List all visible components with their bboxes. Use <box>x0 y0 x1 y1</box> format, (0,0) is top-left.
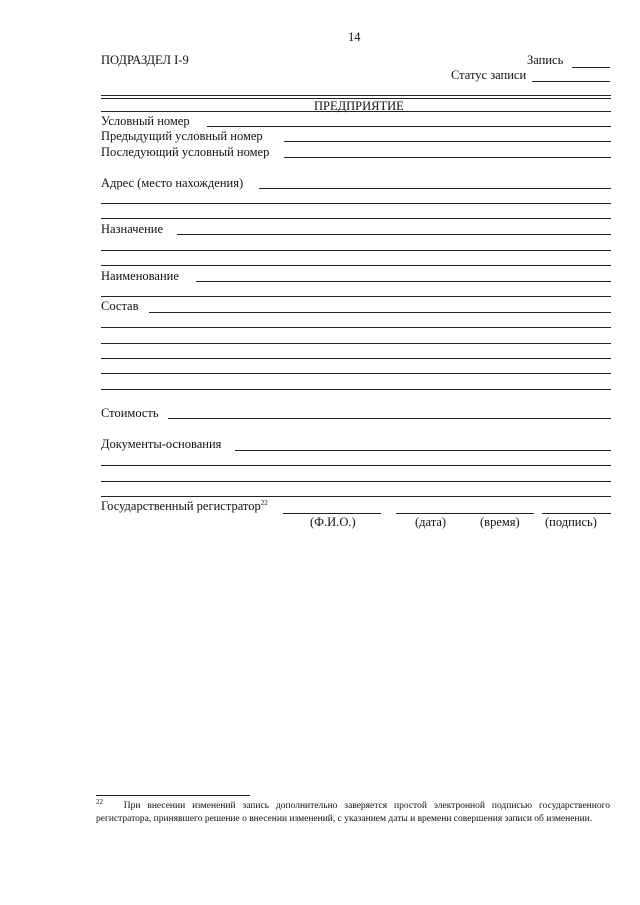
previous-number-line[interactable] <box>284 141 611 142</box>
subsection-title: ПОДРАЗДЕЛ I-9 <box>101 53 189 67</box>
registrar-signature-line[interactable] <box>542 513 611 514</box>
conditional-number-label: Условный номер <box>101 114 190 128</box>
section-title: ПРЕДПРИЯТИЕ <box>314 99 404 113</box>
registrar-footnote-ref: 22 <box>260 498 268 507</box>
previous-number-label: Предыдущий условный номер <box>101 129 263 143</box>
conditional-number-line[interactable] <box>207 126 611 127</box>
composition-line-5[interactable] <box>101 373 611 374</box>
documents-line-1[interactable] <box>235 450 611 451</box>
registrar-fio-line[interactable] <box>283 513 381 514</box>
section-title-rule <box>101 111 611 112</box>
header-rule-top <box>101 95 611 96</box>
footnote-separator <box>96 795 250 796</box>
registrar-datetime-line[interactable] <box>396 513 534 514</box>
cost-label: Стоимость <box>101 406 159 420</box>
cost-line-1[interactable] <box>168 418 611 419</box>
composition-line-3[interactable] <box>101 343 611 344</box>
page-number: 14 <box>348 30 361 44</box>
name-label: Наименование <box>101 269 179 283</box>
address-line-3[interactable] <box>101 218 611 219</box>
name-line-1[interactable] <box>196 281 611 282</box>
caption-time: (время) <box>480 515 520 529</box>
purpose-line-1[interactable] <box>177 234 611 235</box>
caption-date: (дата) <box>415 515 447 529</box>
record-status-label: Статус записи <box>451 68 527 82</box>
record-number-line[interactable] <box>572 67 610 68</box>
caption-fio: (Ф.И.О.) <box>310 515 356 529</box>
footnote-number: 22 <box>96 797 103 806</box>
purpose-line-2[interactable] <box>101 250 611 251</box>
next-number-line[interactable] <box>284 157 611 158</box>
record-status-line[interactable] <box>532 81 610 82</box>
composition-line-1[interactable] <box>149 312 611 313</box>
address-line-1[interactable] <box>259 188 611 189</box>
composition-line-4[interactable] <box>101 358 611 359</box>
documents-line-4[interactable] <box>101 496 611 497</box>
record-label: Запись <box>527 53 564 67</box>
name-line-2[interactable] <box>101 296 611 297</box>
next-number-label: Последующий условный номер <box>101 145 270 159</box>
address-line-2[interactable] <box>101 203 611 204</box>
composition-line-6[interactable] <box>101 389 611 390</box>
purpose-label: Назначение <box>101 222 164 236</box>
registrar-label: Государственный регистратор$^{22}$ <box>101 498 268 513</box>
purpose-line-3[interactable] <box>101 265 611 266</box>
documents-line-2[interactable] <box>101 465 611 466</box>
documents-line-3[interactable] <box>101 481 611 482</box>
documents-label: Документы-основания <box>101 437 222 451</box>
caption-signature: (подпись) <box>545 515 597 529</box>
address-label: Адрес (место нахождения) <box>101 176 244 190</box>
composition-label: Состав <box>101 299 139 313</box>
footnote-text: При внесении изменений запись дополнительно заверяется простой электронной подписью государственного регистратора, принявшего решение о внесении изменений, с указанием даты и времени совершения записи об изменении. <box>96 801 611 824</box>
composition-line-2[interactable] <box>101 327 611 328</box>
footnote <box>96 797 611 826</box>
